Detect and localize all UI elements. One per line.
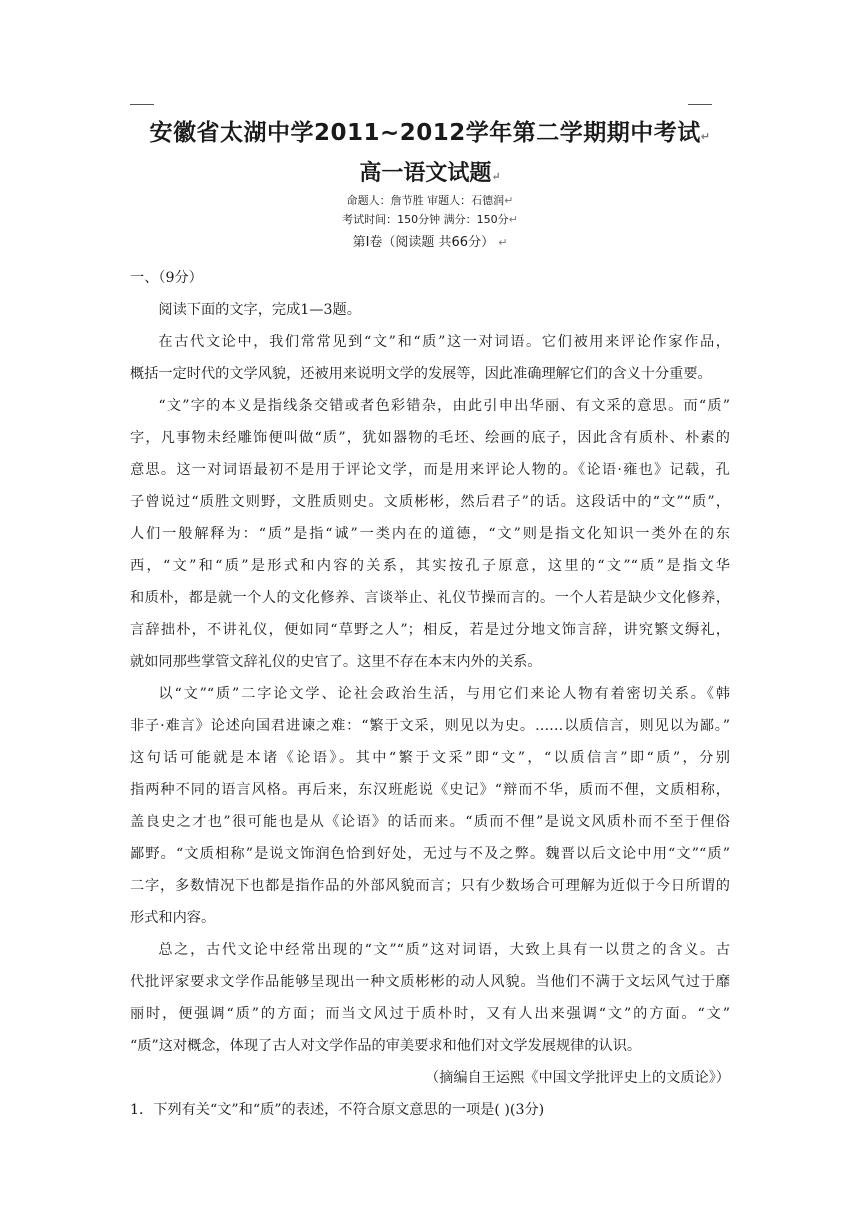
passage-line: 言辞拙朴，不讲礼仪，便如同“草野之人”；相反，若是过分地文饰言辞，讲究繁文缛礼，: [130, 622, 730, 638]
passage-paragraph: [130, 390, 730, 678]
page-corner-mark-right: [688, 104, 712, 105]
passage-line: 概括一定时代的文学风貌，还被用来说明文学的发展等，因此准确理解它们的含义十分重要。: [130, 366, 712, 382]
passage-line: 就如同那些掌管文辞礼仪的史官了。这里不存在本末内外的关系。: [130, 654, 542, 670]
passage-line: 以“文”“质”二字论文学、论社会政治生活，与用它们来论人物有着密切关系。《韩: [158, 686, 730, 702]
passage-line: 非子·难言》论述向国君进谏之难：“繁于文采，则见以为史。……以质信言，则见以为鄙。”: [130, 718, 730, 734]
passage-line: 西，“文”和“质”是形式和内容的关系，其实按孔子原意，这里的“文”“质”是指文华: [130, 558, 730, 574]
question-1: 1．下列有关“文”和“质”的表述，不符合原文意思的一项是( )(3分): [130, 1102, 545, 1118]
reading-passage: [130, 326, 730, 1062]
passage-line: 人们一般解释为：“质”是指“诚”一类内在的道德，“文”则是指文化知识一类外在的东: [130, 526, 730, 542]
author-line: 命题人：詹节胜 审题人：石德润↵: [346, 194, 514, 207]
passage-paragraph: [130, 678, 730, 934]
passage-line: 在古代文论中，我们常常见到“文”和“质”这一对词语。它们被用来评论作家作品，: [158, 334, 730, 350]
passage-line: 鄙野。“文质相称”是说文饰润色恰到好处，无过与不及之弊。魏晋以后文论中用“文”“质”: [130, 846, 730, 862]
exam-subtitle: 高一语文试题↵: [359, 160, 501, 186]
passage-line: 意思。这一对词语最初不是用于评论文学，而是用来评论人物的。《论语·雍也》记载，孔: [130, 462, 730, 478]
passage-line: 子曾说过“质胜文则野，文胜质则史。文质彬彬，然后君子”的话。这段话中的“文”“质”，: [130, 494, 730, 510]
passage-line: 和质朴，都是就一个人的文化修养、言谈举止、礼仪节操而言的。一个人若是缺少文化修养，: [130, 590, 730, 606]
section-heading: 一、（9分）: [130, 270, 203, 286]
passage-line: “质”这对概念，体现了古人对文学作品的审美要求和他们对文学发展规律的认识。: [130, 1038, 642, 1054]
passage-paragraph: [130, 934, 730, 1062]
passage-line: 形式和内容。: [130, 910, 216, 926]
section-instruction: 阅读下面的文字，完成1—3题。: [158, 302, 361, 318]
exam-info: 考试时间：150分钟 满分：150分↵: [342, 213, 518, 226]
passage-line: 指两种不同的语言风格。再后来，东汉班彪说《史记》“辩而不华，质而不俚，文质相称，: [130, 782, 730, 798]
passage-paragraph: [130, 326, 730, 390]
passage-source: （摘编自王运熙《中国文学批评史上的文质论》）: [424, 1070, 730, 1086]
exam-title: 安徽省太湖中学2011~2012学年第二学期期中考试↵: [149, 120, 711, 146]
passage-line: 丽时，便强调“质”的方面；而当文风过于质朴时，又有人出来强调“文”的方面。“文”: [130, 1006, 730, 1022]
page-corner-mark-left: [130, 104, 154, 105]
passage-line: 盖良史之才也”很可能也是从《论语》的话而来。“质而不俚”是说文风质朴而不至于俚俗: [130, 814, 730, 830]
passage-line: 二字，多数情况下也都是指作品的外部风貌而言；只有少数场合可理解为近似于今日所谓的: [130, 878, 730, 894]
passage-line: 这句话可能就是本诸《论语》。其中“繁于文采”即“文”，“以质信言”即“质”，分别: [130, 750, 730, 766]
passage-line: 字，凡事物未经雕饰便叫做“质”，犹如器物的毛坯、绘画的底子，因此含有质朴、朴素的: [130, 430, 730, 446]
passage-line: 代批评家要求文学作品能够呈现出一种文质彬彬的动人风貌。当他们不满于文坛风气过于靡: [130, 974, 730, 990]
passage-line: 总之，古代文论中经常出现的“文”“质”这对词语，大致上具有一以贯之的含义。古: [158, 942, 730, 958]
part-title: 第Ⅰ卷（阅读题 共66分） ↵: [352, 235, 508, 250]
passage-line: “文”字的本义是指线条交错或者色彩错杂，由此引申出华丽、有文采的意思。而“质”: [158, 398, 730, 414]
document-body: [130, 262, 730, 1126]
